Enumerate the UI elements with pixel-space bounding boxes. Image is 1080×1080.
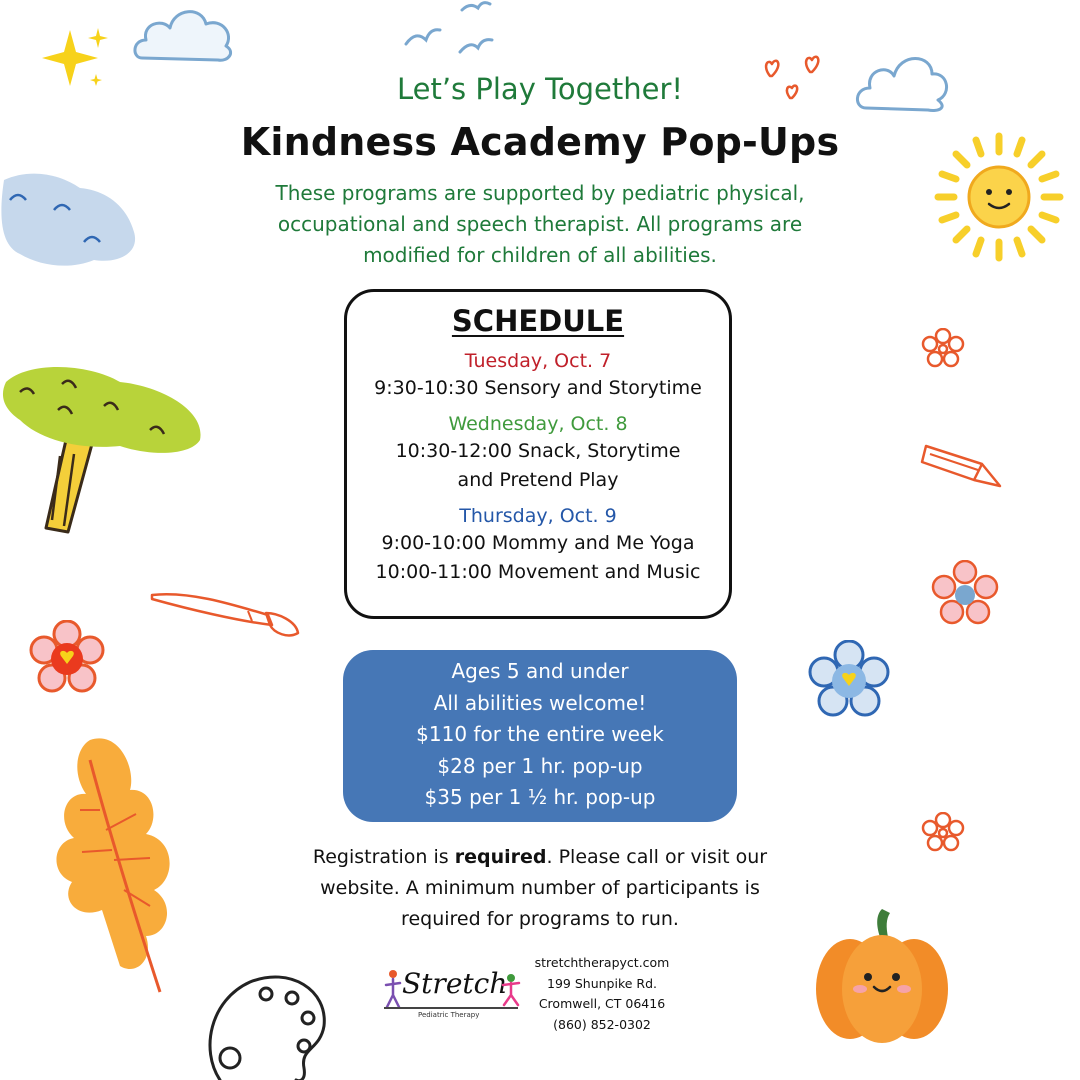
schedule-day-tuesday: Tuesday, Oct. 7 bbox=[464, 350, 612, 372]
contact-info bbox=[532, 953, 672, 1035]
pricing-info-box bbox=[343, 650, 737, 822]
contact-phone[interactable]: (860) 852-0302 bbox=[553, 1016, 651, 1032]
info-abilities: All abilities welcome! bbox=[433, 690, 647, 715]
contact-website[interactable]: stretchtherapyct.com bbox=[534, 955, 670, 970]
flower-icon bbox=[930, 560, 1000, 630]
intro-line: occupational and speech therapist. All programs are bbox=[277, 212, 803, 236]
registration-text: Registration is bbox=[312, 846, 455, 868]
info-price-1-5hr: $35 per 1 ½ hr. pop-up bbox=[424, 785, 656, 809]
schedule-box bbox=[344, 289, 732, 619]
flower-icon bbox=[918, 812, 968, 854]
info-price-1hr: $28 per 1 hr. pop-up bbox=[437, 753, 643, 778]
palette-icon bbox=[200, 970, 335, 1080]
logo-wordmark: Stretch bbox=[402, 967, 508, 1000]
page-title: Kindness Academy Pop-Ups bbox=[240, 120, 840, 164]
flower-icon bbox=[28, 620, 106, 698]
cloud-icon bbox=[130, 0, 240, 70]
schedule-activity: 10:30-12:00 Snack, Storytime bbox=[395, 440, 681, 462]
intro-line: These programs are supported by pediatric physical, bbox=[275, 181, 805, 205]
tree-icon bbox=[0, 360, 210, 540]
pumpkin-icon bbox=[810, 905, 955, 1045]
registration-required: required bbox=[454, 846, 547, 868]
figure-icon bbox=[382, 969, 404, 1009]
leaf-icon bbox=[50, 730, 190, 1000]
stretch-logo bbox=[382, 965, 522, 1025]
intro-text bbox=[250, 178, 830, 271]
intro-line: modified for children of all abilities. bbox=[363, 243, 717, 267]
schedule-activity: 9:30-10:30 Sensory and Storytime bbox=[374, 377, 702, 399]
schedule-activity: 10:00-11:00 Movement and Music bbox=[375, 561, 701, 583]
logo-divider bbox=[384, 1007, 518, 1009]
logo-tagline: Pediatric Therapy bbox=[418, 1011, 480, 1019]
registration-note bbox=[300, 842, 780, 935]
registration-text: . Please call or visit our website. A minimum number of participants is required for programs to run. bbox=[320, 846, 768, 930]
info-price-week: $110 for the entire week bbox=[416, 722, 664, 746]
contact-city: Cromwell, CT 06416 bbox=[538, 996, 666, 1011]
figure-icon bbox=[500, 973, 522, 1007]
schedule-activity: and Pretend Play bbox=[457, 469, 619, 491]
flower-icon bbox=[918, 328, 968, 370]
schedule-heading: SCHEDULE bbox=[451, 304, 625, 338]
schedule-activity: 9:00-10:00 Mommy and Me Yoga bbox=[381, 532, 695, 554]
pencil-icon bbox=[920, 440, 1010, 495]
schedule-day-thursday: Thursday, Oct. 9 bbox=[459, 505, 617, 527]
paintbrush-icon bbox=[148, 585, 303, 645]
scribble-cloud-icon bbox=[0, 160, 150, 275]
info-ages: Ages 5 and under bbox=[451, 659, 629, 683]
schedule-day-wednesday: Wednesday, Oct. 8 bbox=[448, 413, 628, 435]
contact-street: 199 Shunpike Rd. bbox=[547, 975, 657, 991]
flower-icon bbox=[808, 640, 890, 722]
tagline: Let’s Play Together! bbox=[396, 72, 684, 106]
bird-icon bbox=[400, 0, 510, 70]
